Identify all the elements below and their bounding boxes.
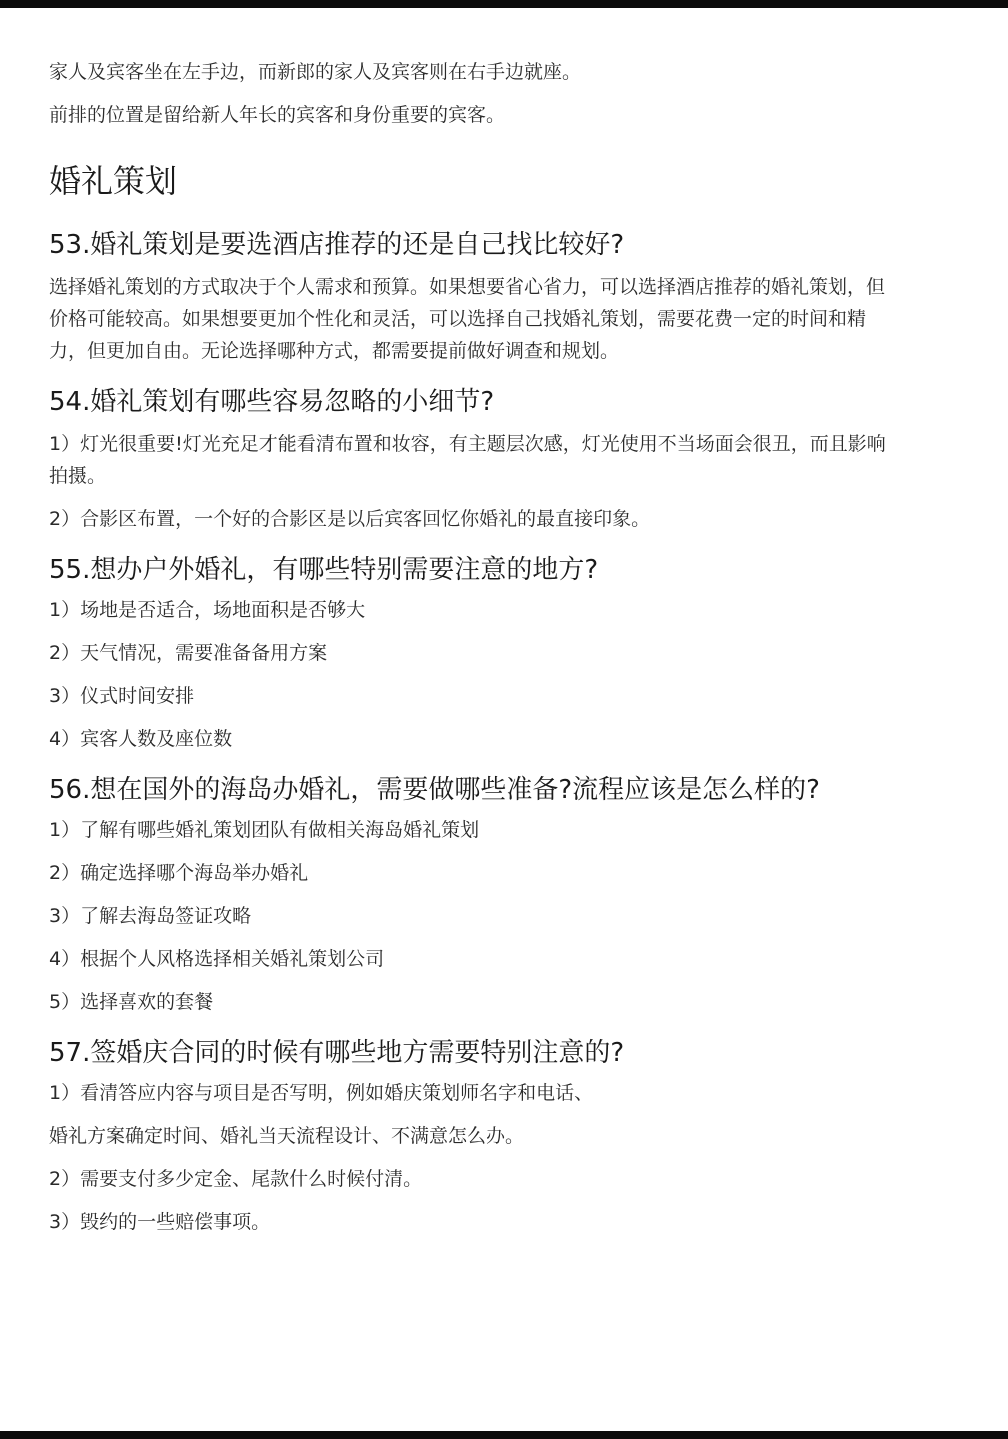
list-item: 3）仪式时间安排 [49, 685, 195, 707]
top-border [0, 0, 1008, 8]
q54-item-2: 2）合影区布置，一个好的合影区是以后宾客回忆你婚礼的最直接印象。 [49, 508, 651, 530]
q54-item-1-line-2: 拍摄。 [49, 465, 107, 487]
q53-body-line-1: 选择婚礼策划的方式取决于个人需求和预算。如果想要省心省力，可以选择酒店推荐的婚礼策划，但 [49, 276, 886, 298]
intro-line-1: 家人及宾客坐在左手边，而新郎的家人及宾客则在右手边就座。 [49, 61, 582, 83]
list-item: 3）毁约的一些赔偿事项。 [49, 1211, 271, 1233]
q53-body-line-3: 力，但更加自由。无论选择哪种方式，都需要提前做好调查和规划。 [49, 340, 620, 362]
q54-item-1-line-1: 1）灯光很重要!灯光充足才能看清布置和妆容，有主题层次感，灯光使用不当场面会很丑，而且影响 [49, 433, 886, 455]
list-item: 4）宾客人数及座位数 [49, 728, 233, 750]
list-item: 1）场地是否适合，场地面积是否够大 [49, 599, 366, 621]
q53-title: 53.婚礼策划是要选酒店推荐的还是自己找比较好? [49, 230, 625, 260]
q56-list [49, 814, 969, 1018]
q57-list [49, 1077, 969, 1238]
list-item: 1）看清答应内容与项目是否写明，例如婚庆策划师名字和电话、 [49, 1082, 594, 1104]
list-item: 婚礼方案确定时间、婚礼当天流程设计、不满意怎么办。 [49, 1125, 525, 1147]
q57-title: 57.签婚庆合同的时候有哪些地方需要特别注意的? [49, 1038, 625, 1068]
q55-list [49, 594, 969, 755]
list-item: 1）了解有哪些婚礼策划团队有做相关海岛婚礼策划 [49, 819, 480, 841]
list-item: 2）天气情况，需要准备备用方案 [49, 642, 328, 664]
list-item: 3）了解去海岛签证攻略 [49, 905, 252, 927]
q54-title: 54.婚礼策划有哪些容易忽略的小细节? [49, 387, 495, 417]
q53-body-line-2: 价格可能较高。如果想要更加个性化和灵活，可以选择自己找婚礼策划，需要花费一定的时间和精 [49, 308, 867, 330]
document-body [49, 56, 969, 1238]
q55-title: 55.想办户外婚礼，有哪些特别需要注意的地方? [49, 555, 599, 585]
list-item: 2）确定选择哪个海岛举办婚礼 [49, 862, 309, 884]
intro-line-2: 前排的位置是留给新人年长的宾客和身份重要的宾客。 [49, 104, 506, 126]
list-item: 2）需要支付多少定金、尾款什么时候付清。 [49, 1168, 423, 1190]
section-title: 婚礼策划 [49, 162, 178, 200]
list-item: 4）根据个人风格选择相关婚礼策划公司 [49, 948, 385, 970]
bottom-border [0, 1431, 1008, 1439]
q56-title: 56.想在国外的海岛办婚礼，需要做哪些准备?流程应该是怎么样的? [49, 775, 820, 805]
list-item: 5）选择喜欢的套餐 [49, 991, 214, 1013]
